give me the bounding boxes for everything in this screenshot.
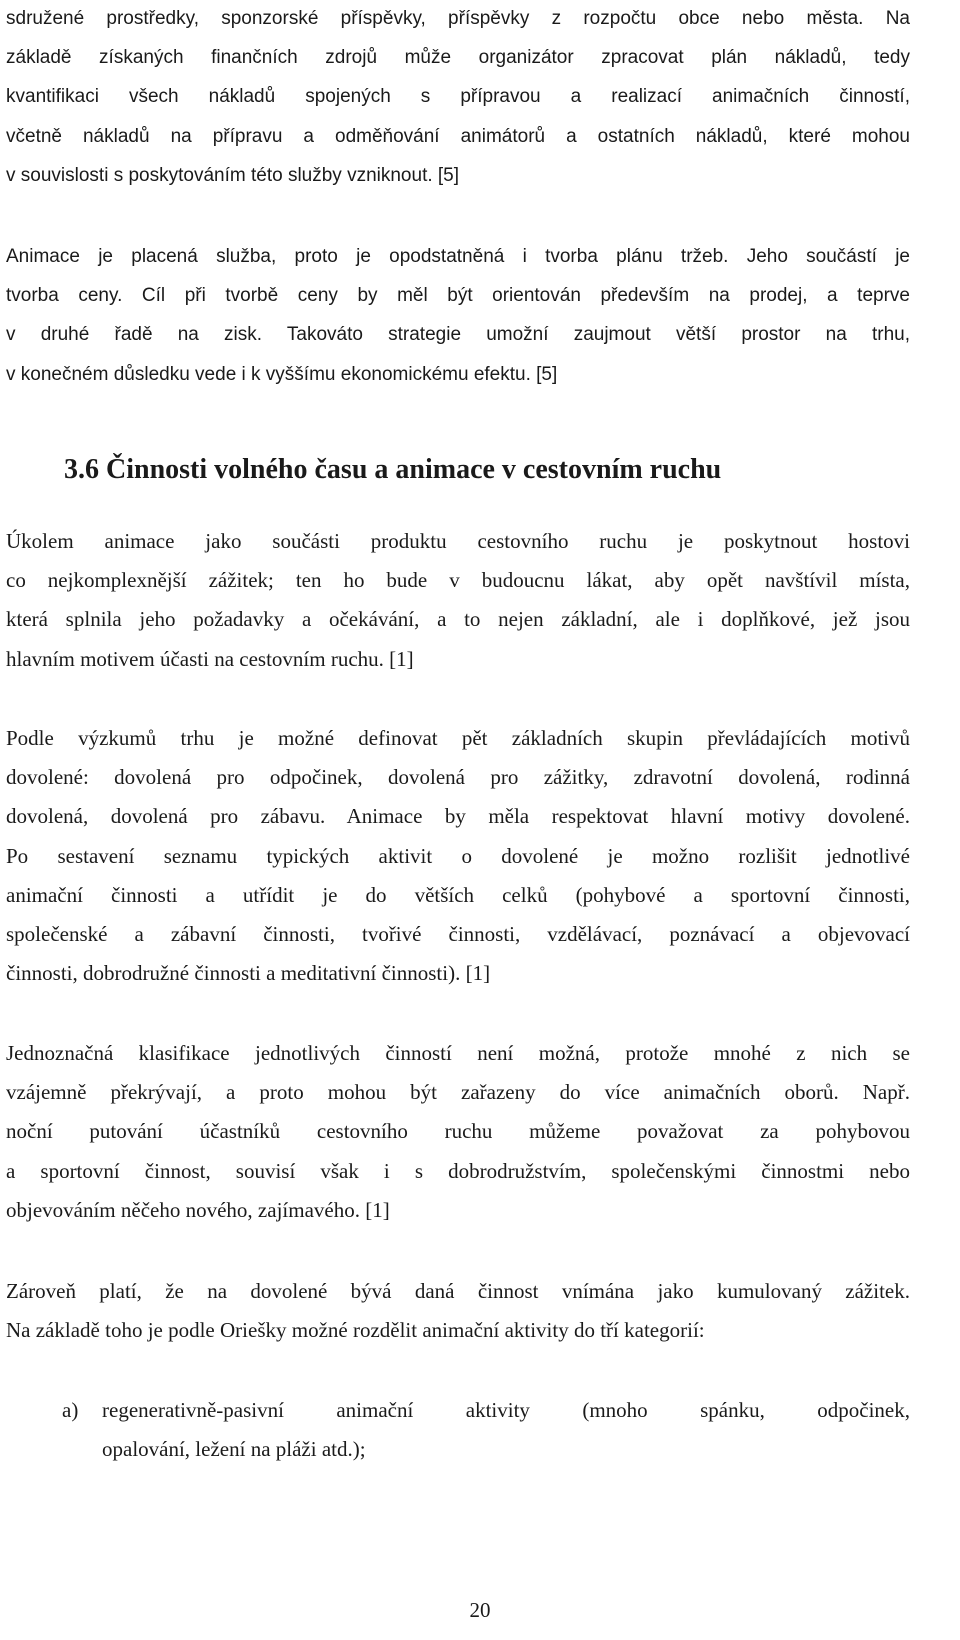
text-line: sdružené prostředky, sponzorské příspěvky, příspěvky z rozpočtu obce nebo města. Na	[6, 8, 910, 29]
text-line: noční putování účastníků cestovního ruchu můžeme považovat za pohybovou	[6, 1119, 910, 1144]
paragraph-classification	[6, 1034, 910, 1230]
text-line: Animace je placená služba, proto je opodstatněná i tvorba plánu tržeb. Jeho součástí je	[6, 246, 910, 267]
paragraph-categories-intro	[6, 1272, 910, 1350]
text-line: hlavním motivem účasti na cestovním ruchu. [1]	[6, 646, 414, 671]
text-line: v souvislosti s poskytováním této služby vzniknout. [5]	[6, 164, 460, 186]
text-line: v druhé řadě na zisk. Takováto strategie umožní zaujmout větší prostor na trhu,	[6, 324, 910, 346]
text-line: Jednoznačná klasifikace jednotlivých činností není možná, protože mnohé z nich se	[6, 1041, 910, 1065]
text-line: základě získaných finančních zdrojů může organizátor zpracovat plán nákladů, tedy	[6, 47, 910, 69]
text-line: co nejkomplexnější zážitek; ten ho bude v budoucnu lákat, aby opět navštívil místa,	[6, 568, 910, 593]
paragraph-cost-planning	[6, 0, 910, 195]
text-line: dovolená, dovolená pro zábavu. Animace by měla respektovat hlavní motivy dovolené.	[6, 804, 910, 829]
text-line: vzájemně překrývají, a proto mohou být zařazeny do více animačních oborů. Např.	[6, 1080, 910, 1105]
text-line: regenerativně-pasivní animační aktivity (mnoho spánku, odpočinek,	[102, 1398, 910, 1422]
text-line: Zároveň platí, že na dovolené bývá daná činnost vnímána jako kumulovaný zážitek.	[6, 1279, 910, 1303]
list-item-text	[102, 1391, 910, 1469]
text-line: objevováním něčeho nového, zajímavého. [1]	[6, 1197, 390, 1222]
text-line: v konečném důsledku vede i k vyššímu ekonomickému efektu. [5]	[6, 363, 558, 385]
text-line: společenské a zábavní činnosti, tvořivé činnosti, vzdělávací, poznávací a objevovací	[6, 922, 910, 947]
text-line: činnosti, dobrodružné činnosti a meditativní činnosti). [1]	[6, 961, 491, 986]
text-line: Podle výzkumů trhu je možné definovat pět základních skupin převládajících motivů	[6, 726, 910, 750]
list-marker: a)	[62, 1398, 79, 1422]
text-line: která splnila jeho požadavky a očekávání, a to nejen základní, ale i doplňkové, jež jsou	[6, 607, 910, 632]
text-line: včetně nákladů na přípravu a odměňování animátorů a ostatních nákladů, které mohou	[6, 125, 910, 147]
text-line: Po sestavení seznamu typických aktivit o dovolené je možno rozlišit jednotlivé	[6, 843, 910, 868]
text-line: tvorba ceny. Cíl při tvorbě ceny by měl být orientován především na prodej, a teprve	[6, 285, 910, 307]
text-line: a sportovní činnost, souvisí však i s dobrodružstvím, společenskými činnostmi nebo	[6, 1158, 910, 1183]
paragraph-holiday-motives	[6, 719, 910, 993]
paragraph-animation-purpose	[6, 522, 910, 679]
text-line: Úkolem animace jako součásti produktu cestovního ruchu je poskytnout hostovi	[6, 529, 910, 553]
text-line: kvantifikaci všech nákladů spojených s přípravou a realizací animačních činností,	[6, 86, 910, 108]
text-line: Na základě toho je podle Oriešky možné rozdělit animační aktivity do tří kategorií:	[6, 1318, 705, 1343]
text-line: animační činnosti a utřídit je do větších celků (pohybové a sportovní činnosti,	[6, 882, 910, 907]
text-line: dovolené: dovolená pro odpočinek, dovolená pro zážitky, zdravotní dovolená, rodinná	[6, 765, 910, 790]
page-number: 20	[469, 1598, 491, 1622]
paragraph-revenue-planning	[6, 237, 910, 394]
text-line: opalování, ležení na pláži atd.);	[102, 1437, 366, 1462]
section-heading: 3.6 Činnosti volného času a animace v cestovním ruchu	[64, 454, 722, 485]
